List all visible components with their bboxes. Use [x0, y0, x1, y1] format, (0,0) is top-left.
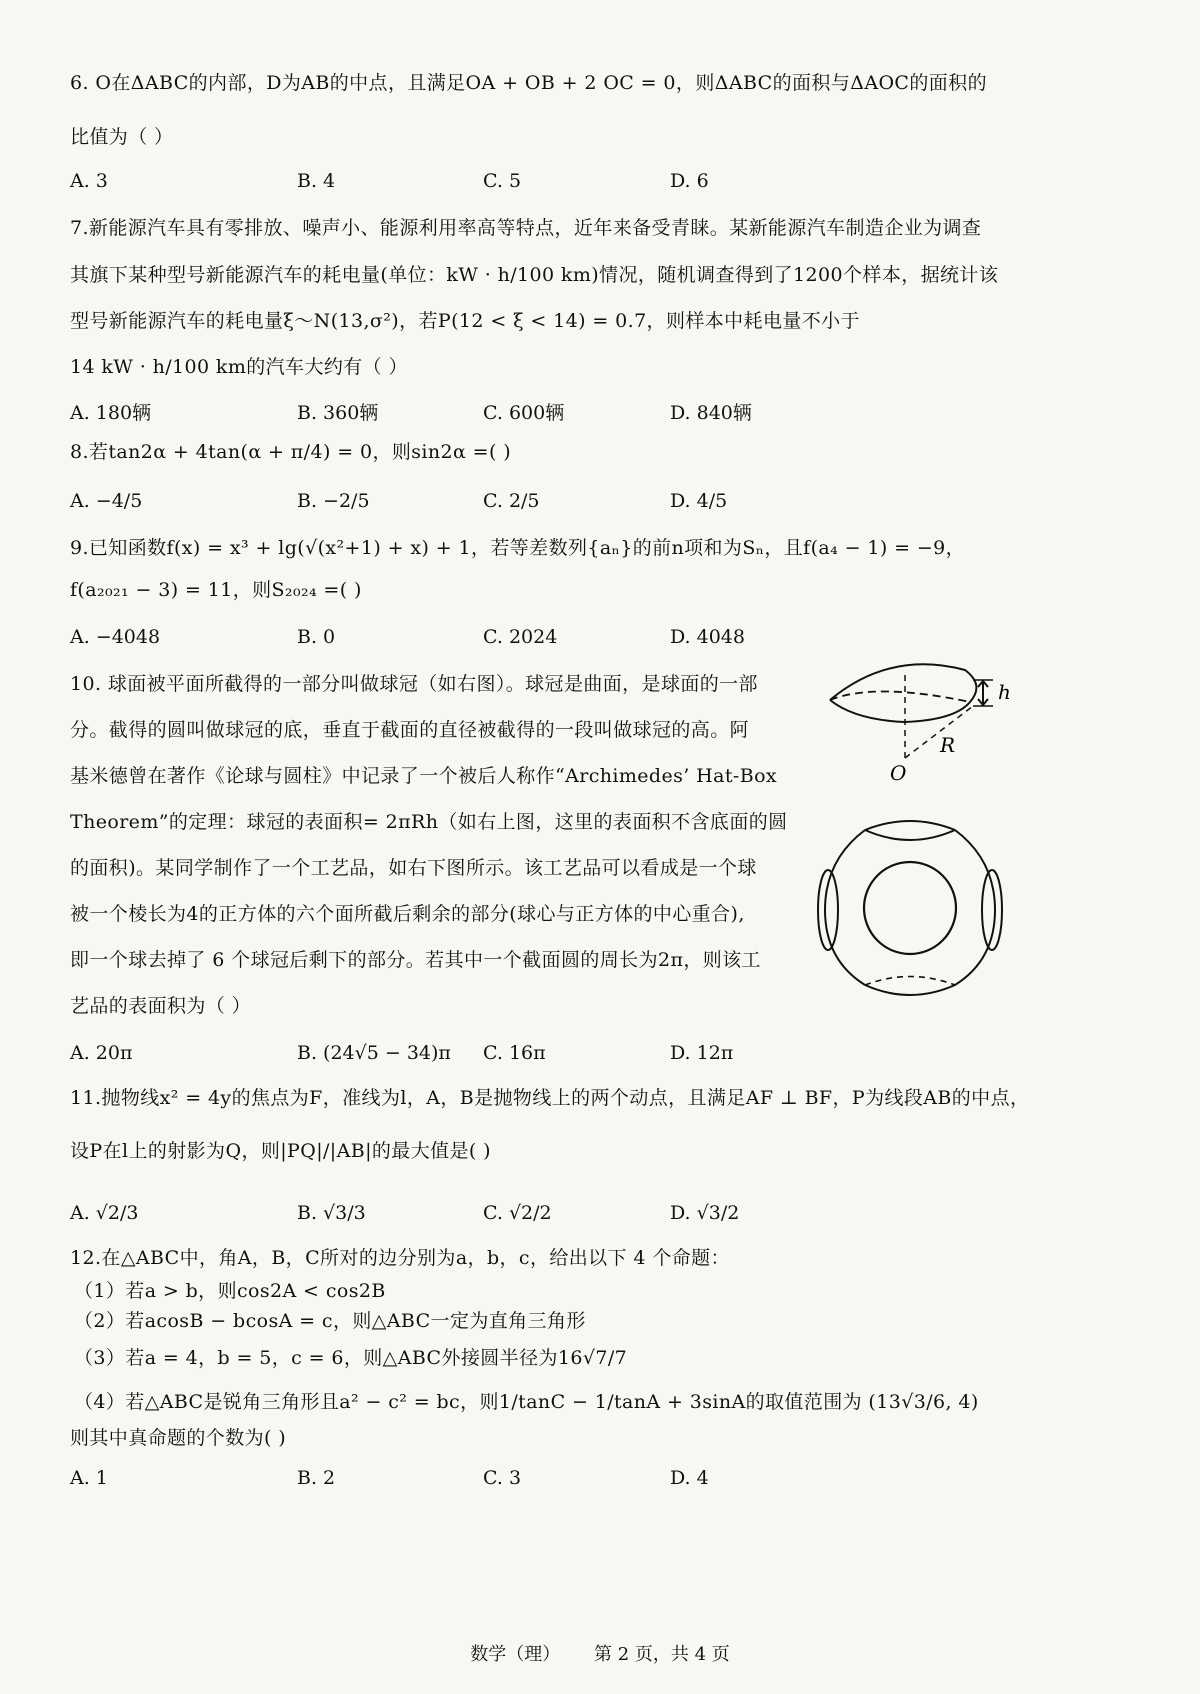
q12-option-a: A. 1	[70, 1467, 108, 1489]
q9-line-1: 9.已知函数f(x) = x³ + lg(√(x²+1) + x) + 1，若等差数列{aₙ}的前n项和为Sₙ，且f(a₄ − 1) = −9，	[70, 537, 966, 559]
label-r: R	[940, 733, 956, 757]
q12-proposition-2: （2）若acosB − bcosA = c，则△ABC一定为直角三角形	[74, 1310, 586, 1332]
q7-option-c: C. 600辆	[483, 402, 565, 424]
q11-option-b: B. √3/3	[297, 1202, 366, 1224]
q9-option-c: C. 2024	[483, 626, 558, 648]
q8-option-c: C. 2/5	[483, 490, 540, 512]
q10-option-b: B. (24√5 − 34)π	[297, 1042, 451, 1064]
q11-line-2: 设P在l上的射影为Q，则|PQ|/|AB|的最大值是( )	[70, 1140, 491, 1162]
q6-line-1: 6. O在ΔABC的内部，D为AB的中点，且满足OA + OB + 2 OC = 0，则ΔABC的面积与ΔAOC的面积的	[70, 72, 987, 94]
q8-option-d: D. 4/5	[670, 490, 728, 512]
page-footer	[0, 1640, 1200, 1666]
q9-option-a: A. −4048	[70, 626, 161, 648]
q6-option-b: B. 4	[297, 170, 336, 192]
q7-line-3: 型号新能源汽车的耗电量ξ～N(13,σ²)，若P(12 < ξ < 14) = 0.7，则样本中耗电量不小于	[70, 310, 860, 332]
q12-option-c: C. 3	[483, 1467, 522, 1489]
q9-line-2: f(a₂₀₂₁ − 3) = 11，则S₂₀₂₄ =( )	[70, 579, 362, 601]
q6-option-c: C. 5	[483, 170, 522, 192]
q9-option-b: B. 0	[297, 626, 336, 648]
q7-option-d: D. 840辆	[670, 402, 752, 424]
q11-option-c: C. √2/2	[483, 1202, 552, 1224]
q12-proposition-3: （3）若a = 4，b = 5，c = 6，则△ABC外接圆半径为16√7/7	[74, 1347, 628, 1369]
q10-line-4: Theorem”的定理：球冠的表面积= 2πRh（如右上图，这里的表面积不含底面的圆	[70, 811, 788, 833]
label-o: O	[890, 761, 907, 785]
q7-line-2: 其旗下某种型号新能源汽车的耗电量(单位：kW · h/100 km)情况，随机调查得到了1200个样本，据统计该	[70, 264, 999, 286]
q11-option-d: D. √3/2	[670, 1202, 740, 1224]
q7-line-4: 14 kW · h/100 km的汽车大约有（ ）	[70, 356, 408, 378]
q10-line-6: 被一个棱长为4的正方体的六个面所截后剩余的部分(球心与正方体的中心重合),	[70, 903, 745, 925]
q10-line-7: 即一个球去掉了 6 个球冠后剩下的部分。若其中一个截面圆的周长为2π，则该工	[70, 949, 761, 971]
q6-option-d: D. 6	[670, 170, 709, 192]
q12-proposition-1: （1）若a > b，则cos2A < cos2B	[74, 1280, 386, 1302]
q6-line-2: 比值为（ ）	[70, 126, 174, 148]
q12-proposition-4: （4）若△ABC是锐角三角形且a² − c² = bc，则1/tanC − 1/tanA + 3sinA的取值范围为 (13√3/6, 4)	[74, 1391, 979, 1413]
q10-option-a: A. 20π	[70, 1042, 133, 1064]
q11-option-a: A. √2/3	[70, 1202, 139, 1224]
craft-sphere-figure	[810, 800, 1010, 1020]
q10-option-d: D. 12π	[670, 1042, 734, 1064]
q7-option-b: B. 360辆	[297, 402, 379, 424]
q8-line-1: 8.若tan2α + 4tan(α + π/4) = 0，则sin2α =( )	[70, 441, 512, 463]
q10-line-3: 基米德曾在著作《论球与圆柱》中记录了一个被后人称作“Archimedes’ Hat-Box	[70, 765, 778, 787]
q12-option-b: B. 2	[297, 1467, 336, 1489]
q12-line-1: 12.在△ABC中，角A，B，C所对的边分别为a，b，c，给出以下 4 个命题：	[70, 1247, 730, 1269]
q12-option-d: D. 4	[670, 1467, 709, 1489]
q7-line-1: 7.新能源汽车具有零排放、噪声小、能源利用率高等特点，近年来备受青睐。某新能源汽车制造企业为调查	[70, 217, 982, 239]
q10-line-2: 分。截得的圆叫做球冠的底，垂直于截面的直径被截得的一段叫做球冠的高。阿	[70, 719, 750, 741]
q8-option-a: A. −4/5	[70, 490, 143, 512]
q10-option-c: C. 16π	[483, 1042, 546, 1064]
q10-line-8: 艺品的表面积为（ ）	[70, 995, 252, 1017]
footer-subject: 数学（理）	[470, 1644, 561, 1665]
q12-line-end: 则其中真命题的个数为( )	[70, 1427, 287, 1449]
q6-option-a: A. 3	[70, 170, 108, 192]
q10-line-5: 的面积)。某同学制作了一个工艺品，如右下图所示。该工艺品可以看成是一个球	[70, 857, 757, 879]
q8-option-b: B. −2/5	[297, 490, 370, 512]
spherical-cap-figure	[815, 650, 1015, 790]
label-h: h	[998, 680, 1011, 704]
q11-line-1: 11.抛物线x² = 4y的焦点为F，准线为l，A，B是抛物线上的两个动点，且满足AF ⊥ BF，P为线段AB的中点，	[70, 1087, 1030, 1109]
q10-line-1: 10. 球面被平面所截得的一部分叫做球冠（如右图）。球冠是曲面，是球面的一部	[70, 673, 758, 695]
footer-page-number: 第 2 页，共 4 页	[593, 1644, 730, 1665]
q9-option-d: D. 4048	[670, 626, 745, 648]
q7-option-a: A. 180辆	[70, 402, 152, 424]
